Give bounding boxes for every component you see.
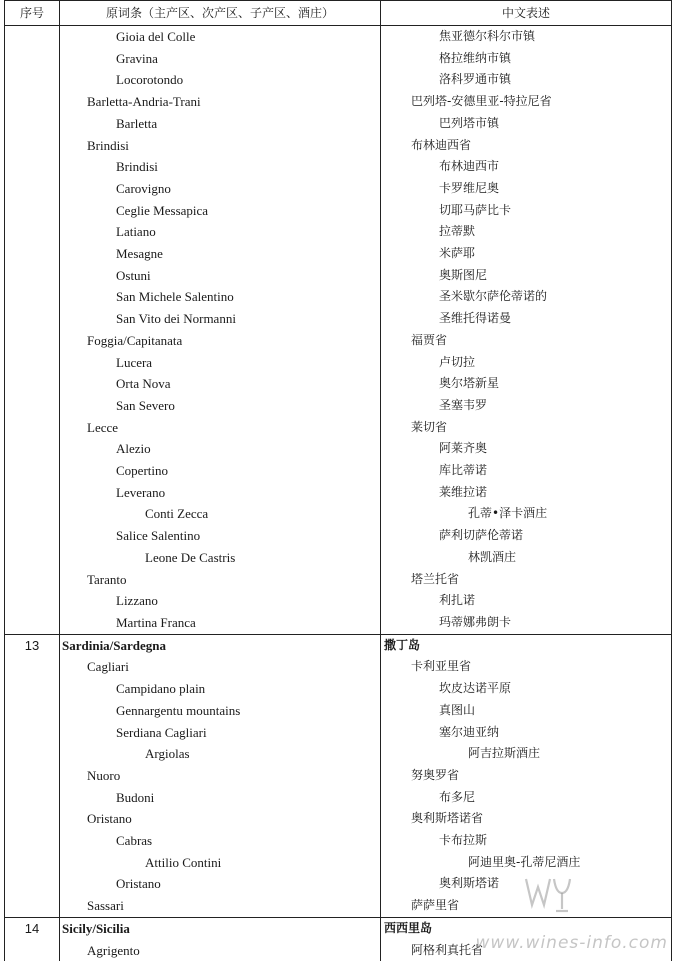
terms-table (4, 0, 672, 961)
row-number (5, 612, 60, 634)
original-term: Campidano plain (60, 678, 381, 700)
table-row (5, 743, 672, 765)
original-term: Brindisi (60, 156, 381, 178)
row-number (5, 156, 60, 178)
table-row (5, 417, 672, 439)
header-number: 序号 (5, 1, 60, 26)
chinese-term: 拉蒂默 (381, 221, 672, 243)
table-row (5, 243, 672, 265)
chinese-term: 萨萨里省 (381, 895, 672, 917)
table-row (5, 69, 672, 91)
original-term: Agrigento (60, 940, 381, 961)
row-number (5, 590, 60, 612)
table-row (5, 221, 672, 243)
original-term: Attilio Contini (60, 852, 381, 874)
chinese-term: 布多尼 (381, 787, 672, 809)
original-term: Cagliari (60, 656, 381, 678)
chinese-term: 奥尔塔新星 (381, 373, 672, 395)
row-number (5, 200, 60, 222)
row-number: 14 (5, 917, 60, 939)
row-number (5, 678, 60, 700)
original-term: Budoni (60, 787, 381, 809)
header-chinese: 中文表述 (381, 1, 672, 26)
table-row (5, 265, 672, 287)
row-number (5, 940, 60, 961)
table-row (5, 569, 672, 591)
row-number (5, 743, 60, 765)
row-number (5, 569, 60, 591)
chinese-term: 玛蒂娜弗朗卡 (381, 612, 672, 634)
table-row (5, 135, 672, 157)
watermark-text: www.wines-info.com (476, 933, 668, 953)
chinese-term: 塔兰托省 (381, 569, 672, 591)
original-term: Salice Salentino (60, 525, 381, 547)
row-number (5, 178, 60, 200)
original-term: Gioia del Colle (60, 26, 381, 48)
row-number (5, 873, 60, 895)
chinese-term: 奥利斯塔诺省 (381, 808, 672, 830)
table-row (5, 787, 672, 809)
original-term: San Vito dei Normanni (60, 308, 381, 330)
row-number (5, 373, 60, 395)
row-number (5, 787, 60, 809)
table-row (5, 113, 672, 135)
table-row (5, 48, 672, 70)
row-number (5, 26, 60, 48)
chinese-term: 林凯酒庄 (381, 547, 672, 569)
table-row (5, 678, 672, 700)
original-term: Martina Franca (60, 612, 381, 634)
table-row (5, 503, 672, 525)
row-number (5, 765, 60, 787)
original-term: San Michele Salentino (60, 286, 381, 308)
original-term: Lucera (60, 352, 381, 374)
original-term: Oristano (60, 873, 381, 895)
original-term: Serdiana Cagliari (60, 722, 381, 744)
table-row (5, 438, 672, 460)
original-term: Cabras (60, 830, 381, 852)
original-term: Nuoro (60, 765, 381, 787)
original-term: Ostuni (60, 265, 381, 287)
chinese-term: 布林迪西市 (381, 156, 672, 178)
chinese-term: 切耶马萨比卡 (381, 200, 672, 222)
row-number (5, 700, 60, 722)
chinese-term: 莱切省 (381, 417, 672, 439)
row-number (5, 852, 60, 874)
table-row (5, 395, 672, 417)
row-number (5, 243, 60, 265)
table-row (5, 547, 672, 569)
original-term: Lizzano (60, 590, 381, 612)
chinese-term: 卡利亚里省 (381, 656, 672, 678)
chinese-term: 阿莱齐奥 (381, 438, 672, 460)
table-row (5, 808, 672, 830)
chinese-term: 格拉维纳市镇 (381, 48, 672, 70)
table-row (5, 656, 672, 678)
original-term: Orta Nova (60, 373, 381, 395)
row-number (5, 221, 60, 243)
chinese-term: 莱维拉诺 (381, 482, 672, 504)
table-row (5, 525, 672, 547)
row-number (5, 417, 60, 439)
chinese-term: 奥利斯塔诺 (381, 873, 672, 895)
row-number (5, 265, 60, 287)
chinese-term: 布林迪西省 (381, 135, 672, 157)
table-row (5, 308, 672, 330)
chinese-term: 焦亚德尔科尔市镇 (381, 26, 672, 48)
chinese-term: 萨利切萨伦蒂诺 (381, 525, 672, 547)
table-row (5, 373, 672, 395)
row-number (5, 895, 60, 917)
table-row (5, 26, 672, 48)
original-term: Conti Zecca (60, 503, 381, 525)
original-term: Sicily/Sicilia (60, 917, 381, 939)
row-number (5, 722, 60, 744)
chinese-term: 圣塞韦罗 (381, 395, 672, 417)
row-number (5, 113, 60, 135)
chinese-term: 巴列塔市镇 (381, 113, 672, 135)
original-term: Barletta-Andria-Trani (60, 91, 381, 113)
table-row (5, 590, 672, 612)
row-number (5, 830, 60, 852)
table-row (5, 352, 672, 374)
table-body (5, 26, 672, 961)
chinese-term: 圣维托得诺曼 (381, 308, 672, 330)
header-original-term: 原词条（主产区、次产区、子产区、酒庄） (60, 1, 381, 26)
row-number (5, 48, 60, 70)
original-term: Copertino (60, 460, 381, 482)
row-number (5, 525, 60, 547)
table-row (5, 178, 672, 200)
original-term: Ceglie Messapica (60, 200, 381, 222)
table-row (5, 330, 672, 352)
original-term: Barletta (60, 113, 381, 135)
chinese-term: 奥斯图尼 (381, 265, 672, 287)
original-term: Latiano (60, 221, 381, 243)
original-term: Sassari (60, 895, 381, 917)
original-term: Alezio (60, 438, 381, 460)
original-term: Foggia/Capitanata (60, 330, 381, 352)
original-term: Lecce (60, 417, 381, 439)
row-number (5, 808, 60, 830)
chinese-term: 圣米歇尔萨伦蒂诺的 (381, 286, 672, 308)
original-term: Leverano (60, 482, 381, 504)
row-number (5, 308, 60, 330)
chinese-term: 卡罗维尼奥 (381, 178, 672, 200)
row-number (5, 286, 60, 308)
original-term: Sardinia/Sardegna (60, 634, 381, 656)
chinese-term: 卡布拉斯 (381, 830, 672, 852)
row-number (5, 395, 60, 417)
row-number (5, 656, 60, 678)
chinese-term: 利扎诺 (381, 590, 672, 612)
original-term: Brindisi (60, 135, 381, 157)
table-row (5, 765, 672, 787)
original-term: Locorotondo (60, 69, 381, 91)
row-number (5, 330, 60, 352)
row-number (5, 91, 60, 113)
chinese-term: 努奥罗省 (381, 765, 672, 787)
original-term: Leone De Castris (60, 547, 381, 569)
original-term: Taranto (60, 569, 381, 591)
table-row (5, 286, 672, 308)
row-number (5, 438, 60, 460)
chinese-term: 西西里岛 (381, 917, 672, 939)
table-row (5, 200, 672, 222)
chinese-term: 库比蒂诺 (381, 460, 672, 482)
chinese-term: 坎皮达诺平原 (381, 678, 672, 700)
row-number (5, 503, 60, 525)
row-number (5, 460, 60, 482)
watermark-logo (522, 875, 578, 915)
row-number (5, 352, 60, 374)
table-row (5, 612, 672, 634)
table-row (5, 634, 672, 656)
original-term: Gravina (60, 48, 381, 70)
chinese-term: 卢切拉 (381, 352, 672, 374)
original-term: Gennargentu mountains (60, 700, 381, 722)
chinese-term: 巴列塔-安德里亚-特拉尼省 (381, 91, 672, 113)
table-row (5, 156, 672, 178)
original-term: Oristano (60, 808, 381, 830)
chinese-term: 撒丁岛 (381, 634, 672, 656)
table-header-row (5, 1, 672, 26)
table-row (5, 852, 672, 874)
row-number (5, 482, 60, 504)
row-number (5, 135, 60, 157)
table-row (5, 700, 672, 722)
row-number (5, 547, 60, 569)
chinese-term: 阿迪里奥-孔蒂尼酒庄 (381, 852, 672, 874)
chinese-term: 真图山 (381, 700, 672, 722)
chinese-term: 米萨耶 (381, 243, 672, 265)
chinese-term: 孔蒂•泽卡酒庄 (381, 503, 672, 525)
row-number (5, 69, 60, 91)
table-row (5, 722, 672, 744)
original-term: Mesagne (60, 243, 381, 265)
chinese-term: 福贾省 (381, 330, 672, 352)
original-term: San Severo (60, 395, 381, 417)
chinese-term: 阿格利真托省 (381, 940, 672, 961)
table-row (5, 91, 672, 113)
chinese-term: 塞尔迪亚纳 (381, 722, 672, 744)
table-row (5, 460, 672, 482)
table-row (5, 830, 672, 852)
chinese-term: 阿吉拉斯酒庄 (381, 743, 672, 765)
original-term: Argiolas (60, 743, 381, 765)
table-row (5, 482, 672, 504)
chinese-term: 洛科罗通市镇 (381, 69, 672, 91)
original-term: Carovigno (60, 178, 381, 200)
row-number: 13 (5, 634, 60, 656)
